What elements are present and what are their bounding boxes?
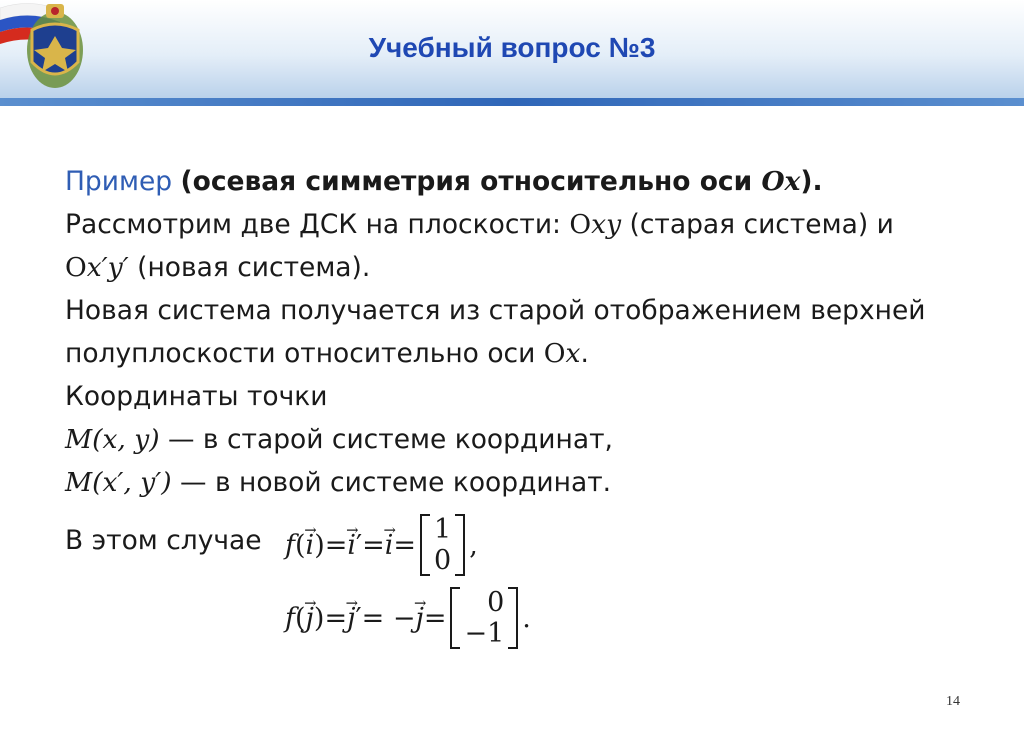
old-point: M(x, y) bbox=[65, 424, 160, 455]
halfplane-line bbox=[65, 332, 1005, 375]
case-label: В этом случае bbox=[65, 525, 262, 556]
axis-x: x bbox=[565, 338, 581, 369]
vector-i-2: i → bbox=[385, 530, 394, 561]
prime: ′ bbox=[355, 602, 362, 634]
old-system-o: O bbox=[569, 209, 592, 240]
paren-left: ( bbox=[295, 529, 306, 561]
slide-title: Учебный вопрос №3 bbox=[368, 32, 656, 63]
matrix-bottom: 0 bbox=[434, 545, 452, 576]
header-accent-bar bbox=[0, 98, 1024, 106]
example-topic: (осевая симметрия относительно оси bbox=[180, 166, 762, 197]
equals: = bbox=[362, 529, 385, 561]
period: . bbox=[522, 602, 531, 634]
mapping-text: Новая система получается из старой отображением верхней bbox=[65, 295, 926, 326]
formula-j bbox=[285, 583, 531, 653]
equals: = bbox=[393, 529, 417, 561]
consider-text: Рассмотрим две ДСК на плоскости: bbox=[65, 209, 570, 240]
equals-minus: = − bbox=[361, 602, 416, 634]
matrix-column bbox=[460, 587, 508, 649]
axis-ox-bold: Ox bbox=[761, 166, 801, 197]
new-point-text: — в новой системе координат. bbox=[171, 467, 612, 498]
old-point-line bbox=[65, 418, 1005, 461]
column-matrix-j bbox=[450, 587, 518, 649]
page-number: 14 bbox=[946, 694, 960, 709]
comma: , bbox=[469, 529, 478, 561]
halfplane-text: полуплоскости относительно оси bbox=[65, 338, 544, 369]
old-point-text: — в старой системе координат, bbox=[159, 424, 613, 455]
vector-i-prime: i → bbox=[347, 530, 356, 561]
new-system-o: O bbox=[65, 252, 87, 283]
formula-i bbox=[285, 510, 478, 580]
equals: = bbox=[324, 529, 348, 561]
bracket-right bbox=[455, 514, 465, 576]
new-point: M(x′, y′) bbox=[65, 467, 172, 498]
consider-line bbox=[65, 203, 1005, 246]
example-label: Пример bbox=[65, 166, 173, 197]
equals: = bbox=[423, 602, 447, 634]
old-system-note: (старая система) и bbox=[621, 209, 894, 240]
new-system-line bbox=[65, 246, 1005, 289]
matrix-column bbox=[430, 514, 455, 576]
vector-j-2: j → bbox=[415, 603, 423, 634]
paren-right: ) bbox=[314, 529, 325, 561]
matrix-top: 1 bbox=[434, 514, 452, 545]
mapping-line bbox=[65, 289, 1005, 332]
example-line bbox=[65, 160, 1005, 203]
old-system-xy: xy bbox=[591, 209, 622, 240]
column-matrix-i bbox=[420, 514, 465, 576]
matrix-bottom: −1 bbox=[464, 618, 505, 649]
func-f: f bbox=[285, 602, 295, 634]
matrix-top: 0 bbox=[487, 587, 505, 618]
slide-body bbox=[65, 160, 1005, 504]
coords-text: Координаты точки bbox=[65, 381, 328, 412]
bracket-right bbox=[508, 587, 518, 649]
paren-right: ) bbox=[313, 602, 325, 634]
halfplane-end: . bbox=[580, 338, 589, 369]
equals: = bbox=[324, 602, 348, 634]
new-system-note: (новая система). bbox=[128, 252, 371, 283]
bracket-left bbox=[420, 514, 430, 576]
bracket-left bbox=[450, 587, 460, 649]
new-point-line bbox=[65, 461, 1005, 504]
vector-j-prime: j → bbox=[347, 603, 355, 634]
new-system-xy: x′y′ bbox=[86, 252, 129, 283]
vector-i: i → bbox=[306, 530, 315, 561]
vector-j: j → bbox=[306, 603, 314, 634]
paren-left: ( bbox=[295, 602, 306, 634]
coords-line bbox=[65, 375, 1005, 418]
axis-o: O bbox=[543, 338, 566, 369]
prime: ′ bbox=[356, 529, 363, 561]
example-topic-end: ). bbox=[800, 166, 823, 197]
func-f: f bbox=[285, 529, 295, 561]
